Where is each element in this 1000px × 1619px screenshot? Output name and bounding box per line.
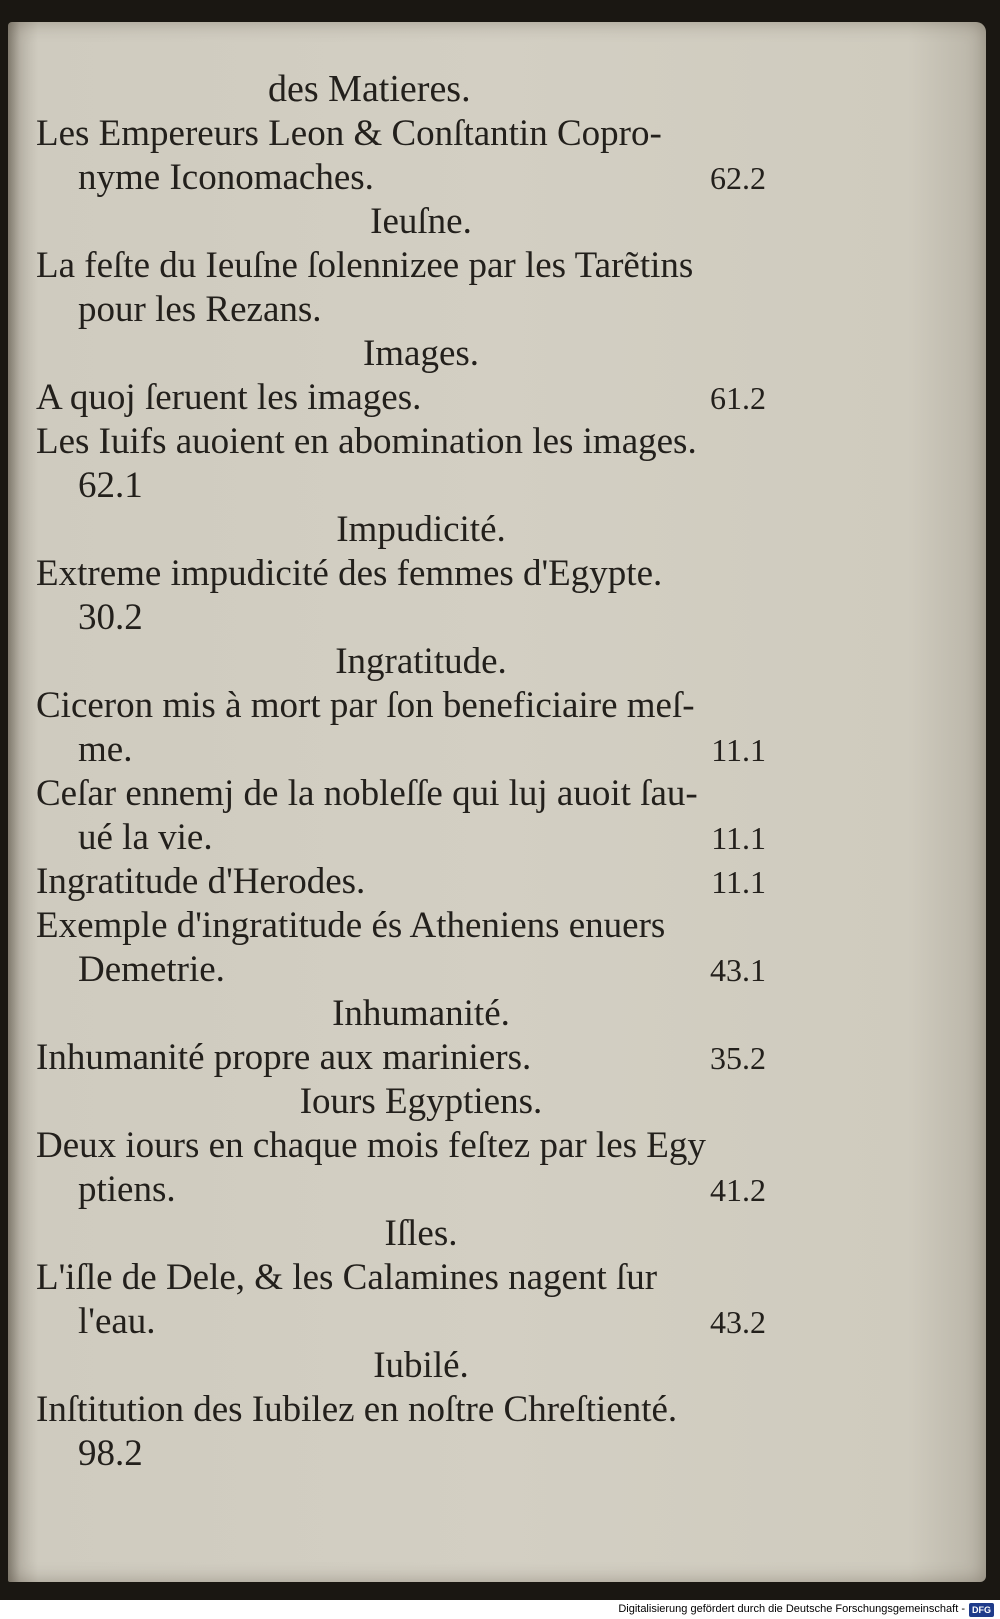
- entry-text: Extreme impudicité des femmes d'Egypte.: [36, 553, 663, 594]
- page-reference: 41.2: [710, 1172, 766, 1208]
- index-entry: [36, 1388, 766, 1476]
- index-sections: [36, 112, 766, 1476]
- digitization-footer: [618, 1600, 994, 1619]
- entry-line: [36, 948, 766, 992]
- page-reference: 43.2: [710, 1304, 766, 1340]
- entry-line: [36, 244, 766, 288]
- entry-text: Les Empereurs Leon & Conſtantin Copro-: [36, 113, 662, 154]
- entry-text: 62.1: [78, 465, 143, 506]
- entry-text: Inſtitution des Iubilez en noſtre Chreſtienté.: [36, 1389, 678, 1430]
- entry-text: nyme Iconomaches.: [78, 157, 374, 198]
- footer-credit: Digitalisierung gefördert durch die Deutsche Forschungsgemeinschaft -: [618, 1603, 965, 1615]
- index-text: [36, 66, 766, 1476]
- entry-text: Ingratitude d'Herodes.: [36, 861, 366, 902]
- dfg-logo: DFG: [969, 1603, 994, 1617]
- entry-line: [36, 860, 766, 904]
- page-reference: 11.1: [711, 864, 766, 900]
- entry-line: [36, 772, 766, 816]
- entry-line: [36, 1388, 766, 1432]
- entry-text: 30.2: [78, 597, 143, 638]
- entry-line: [36, 728, 766, 772]
- page-reference: 61.2: [710, 380, 766, 416]
- entry-line: [36, 684, 766, 728]
- index-entry: [36, 684, 766, 772]
- entry-line: [36, 1300, 766, 1344]
- entry-text: l'eau.: [78, 1301, 156, 1342]
- index-heading: Ingratitude.: [335, 641, 507, 682]
- entry-line: [36, 596, 766, 640]
- index-heading: Images.: [362, 333, 480, 374]
- entry-line: [36, 156, 766, 200]
- index-heading: Iours Egyptiens.: [299, 1081, 543, 1122]
- index-entry: [36, 860, 766, 904]
- index-heading: Ieuſne.: [370, 201, 472, 242]
- entry-text: Ciceron mis à mort par ſon beneficiaire meſ-: [36, 685, 695, 726]
- index-entry: [36, 552, 766, 640]
- entry-line: [36, 1256, 766, 1300]
- index-entry: [36, 244, 766, 332]
- page-reference: 35.2: [710, 1040, 766, 1076]
- index-heading: Iſles.: [384, 1213, 458, 1254]
- entry-line: [36, 552, 766, 596]
- index-entry: [36, 1124, 766, 1212]
- entry-line: [36, 1036, 766, 1080]
- entry-line: [36, 1432, 766, 1476]
- entry-text: ué la vie.: [78, 817, 213, 858]
- entry-text: ptiens.: [78, 1169, 176, 1210]
- entry-text: A quoj ſeruent les images.: [36, 377, 422, 418]
- page-reference: 62.2: [710, 160, 766, 196]
- entry-text: 98.2: [78, 1433, 143, 1474]
- entry-line: [36, 420, 766, 464]
- entry-text: Deux iours en chaque mois feſtez par les Egy: [36, 1125, 706, 1166]
- index-heading: Inhumanité.: [332, 993, 510, 1034]
- index-heading: Iubilé.: [373, 1345, 469, 1386]
- entry-text: pour les Rezans.: [78, 289, 322, 330]
- entry-text: Inhumanité propre aux mariniers.: [36, 1037, 532, 1078]
- entry-line: [36, 288, 766, 332]
- index-entry: [36, 1036, 766, 1080]
- entry-line: [36, 464, 766, 508]
- index-heading: Impudicité.: [336, 509, 506, 550]
- index-entry: [36, 112, 766, 200]
- entry-text: Demetrie.: [78, 949, 225, 990]
- entry-text: Ceſar ennemj de la nobleſſe qui luj auoit ſau-: [36, 773, 698, 814]
- index-entry: [36, 376, 766, 420]
- entry-text: me.: [78, 729, 133, 770]
- entry-line: [36, 904, 766, 948]
- page-reference: 43.1: [710, 952, 766, 988]
- entry-line: [36, 816, 766, 860]
- book-page: [8, 22, 986, 1582]
- entry-line: [36, 112, 766, 156]
- index-entry: [36, 420, 766, 508]
- index-entry: [36, 1256, 766, 1344]
- index-entry: [36, 904, 766, 992]
- page-reference: 11.1: [711, 820, 766, 856]
- page-reference: 11.1: [711, 732, 766, 768]
- entry-line: [36, 1168, 766, 1212]
- entry-text: Les Iuifs auoient en abomination les images.: [36, 421, 697, 462]
- entry-line: [36, 1124, 766, 1168]
- index-entry: [36, 772, 766, 860]
- entry-line: [36, 376, 766, 420]
- entry-text: La feſte du Ieuſne ſolennizee par les Tarẽtins: [36, 245, 694, 286]
- entry-text: Exemple d'ingratitude és Atheniens enuers: [36, 905, 666, 946]
- entry-text: L'iſle de Dele, & les Calamines nagent ſur: [36, 1257, 658, 1298]
- running-header: des Matieres.: [268, 68, 471, 110]
